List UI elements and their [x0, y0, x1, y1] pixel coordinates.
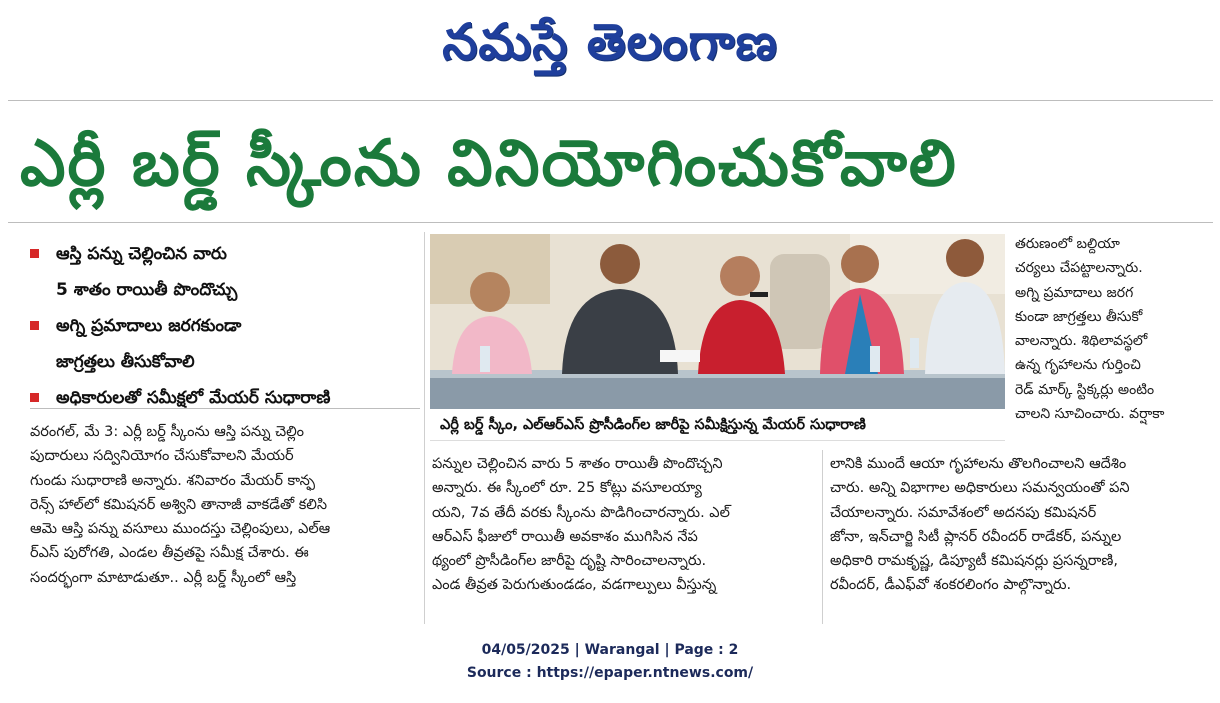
footer-source[interactable]: Source : https://epaper.ntnews.com/ — [466, 665, 754, 681]
highlight-line: ఆస్తి పన్ను చెల్లించిన వారు — [56, 244, 227, 264]
bullet-icon — [30, 249, 39, 258]
masthead-logo: నమస్తే తెలంగాణ — [442, 13, 778, 71]
article-column-1 — [30, 420, 420, 590]
meeting-photo-illustration — [430, 234, 1005, 409]
article-line: థ్యంలో ప్రొసీడింగ్‌ల జారీపై దృష్టి సారించాలన్నారు. — [432, 553, 707, 570]
article-line: ఆర్ఎస్ ఫీజులో రాయితీ అవకాశం ముగిసిన నేప — [432, 528, 698, 545]
article-line: ఎండ తీవ్రత పెరుగుతుండడం, వడగాల్పులు వీస్తున్న — [432, 577, 717, 594]
article-line: రెన్స్ హాల్‌లో కమిషనర్ అశ్విని తానాజీ వాకడేతో కలిసి — [30, 496, 328, 513]
article-line: వాలన్నారు. శిథిలావస్థలో — [1015, 333, 1148, 350]
article-line: లానికి ముందే ఆయా గృహాలను తొలగించాలని ఆదేశిం — [830, 456, 1127, 472]
masthead-divider — [8, 100, 1213, 101]
headline: ఎర్లీ బర్డ్ స్కీంను వినియోగించుకోవాలి — [20, 127, 958, 201]
article-line: అధికారి రామకృష్ణ, డిప్యూటీ కమిషనర్లు ప్రసన్నరాణి, — [830, 553, 1118, 570]
highlight-line: అధికారులతో సమీక్షలో మేయర్ సుధారాణి — [56, 388, 331, 408]
article-line: అన్నారు. ఈ స్కీంలో రూ. 25 కోట్లు వసూలయ్యా — [432, 480, 702, 497]
photo-caption: ఎర్లీ బర్డ్ స్కీం, ఎల్ఆర్ఎస్ ప్రొసీడింగ్‌ల జారీపై సమీక్షిస్తున్న మేయర్ సుధారాణి — [430, 409, 1005, 441]
bullet-icon — [30, 393, 39, 402]
masthead — [0, 6, 1220, 78]
highlight-line-cont: 5 శాతం రాయితీ పొందొచ్చు — [56, 280, 238, 300]
article-line: రవీందర్, డీఎఫ్‌వో శంకరలింగం పాల్గొన్నారు. — [830, 577, 1072, 594]
article-line: గుండు సుధారాణి అన్నారు. శనివారం మేయర్ కాన్ఫ — [30, 472, 316, 489]
footer-dateline: 04/05/2025 | Warangal | Page : 2 — [481, 642, 739, 658]
article-line: చర్యలు చేపట్టాలన్నారు. — [1015, 260, 1143, 277]
column-divider — [424, 232, 425, 624]
highlights-divider — [30, 408, 420, 409]
article-column-3-top — [1015, 232, 1205, 426]
article-line: అగ్ని ప్రమాదాలు జరగ — [1015, 284, 1134, 301]
column-divider — [822, 450, 823, 624]
article-column-3-bottom — [830, 452, 1210, 598]
highlight-item — [30, 308, 420, 344]
article-line: తరుణంలో బల్దియా — [1015, 236, 1120, 252]
article-line: చేయాలన్నారు. సమావేశంలో అదనపు కమిషనర్ — [830, 504, 1097, 521]
article-line: చారు. అన్ని విభాగాల అధికారులు సమన్వయంతో పని — [830, 480, 1130, 497]
article-line: ర్ఎస్ పురోగతి, ఎండల తీవ్రతపై సమీక్ష చేశారు. ఈ — [30, 545, 309, 562]
article-line: సందర్భంగా మాటాడుతూ.. ఎర్లీ బర్డ్ స్కీంలో ఆస్తి — [30, 569, 297, 586]
highlight-line: అగ్ని ప్రమాదాలు జరగకుండా — [56, 316, 242, 336]
highlight-item — [30, 380, 420, 416]
highlights — [30, 236, 420, 416]
article-column-2 — [432, 452, 817, 598]
article-line: చాలని సూచించారు. వర్షాకా — [1015, 406, 1165, 423]
article-line: యని, 7వ తేదీ వరకు స్కీంను పొడిగించారన్నారు. ఎల్ — [432, 504, 730, 521]
highlight-item — [30, 236, 420, 272]
article-line: కుండా జాగ్రత్తలు తీసుకో — [1015, 308, 1143, 325]
article-line: పన్నుల చెల్లించిన వారు 5 శాతం రాయితీ పొందొచ్చని — [432, 456, 723, 472]
article-line: ఆమె ఆస్తి పన్ను వసూలు ముందస్తు చెల్లింపులు, ఎల్ఆ — [30, 521, 331, 538]
headline-divider — [8, 222, 1213, 223]
article-line: జోనా, ఇన్‌చార్జి సిటీ ప్లానర్ రవీందర్ రాడేకర్, పన్నుల — [830, 528, 1122, 545]
article-line: ఉన్న గృహాలను గుర్తించి — [1015, 357, 1141, 374]
news-photo — [430, 234, 1005, 409]
article-line: పుదారులు సద్వినియోగం చేసుకోవాలని మేయర్ — [30, 448, 294, 465]
bullet-icon — [30, 321, 39, 330]
article-line: రెడ్ మార్క్ స్టిక్కర్లు అంటిం — [1015, 381, 1155, 398]
highlight-line-cont: జాగ్రత్తలు తీసుకోవాలి — [56, 352, 195, 372]
article-line: వరంగల్, మే 3: ఎర్లీ బర్డ్ స్కీంను ఆస్తి పన్ను చెల్లిం — [30, 424, 304, 440]
